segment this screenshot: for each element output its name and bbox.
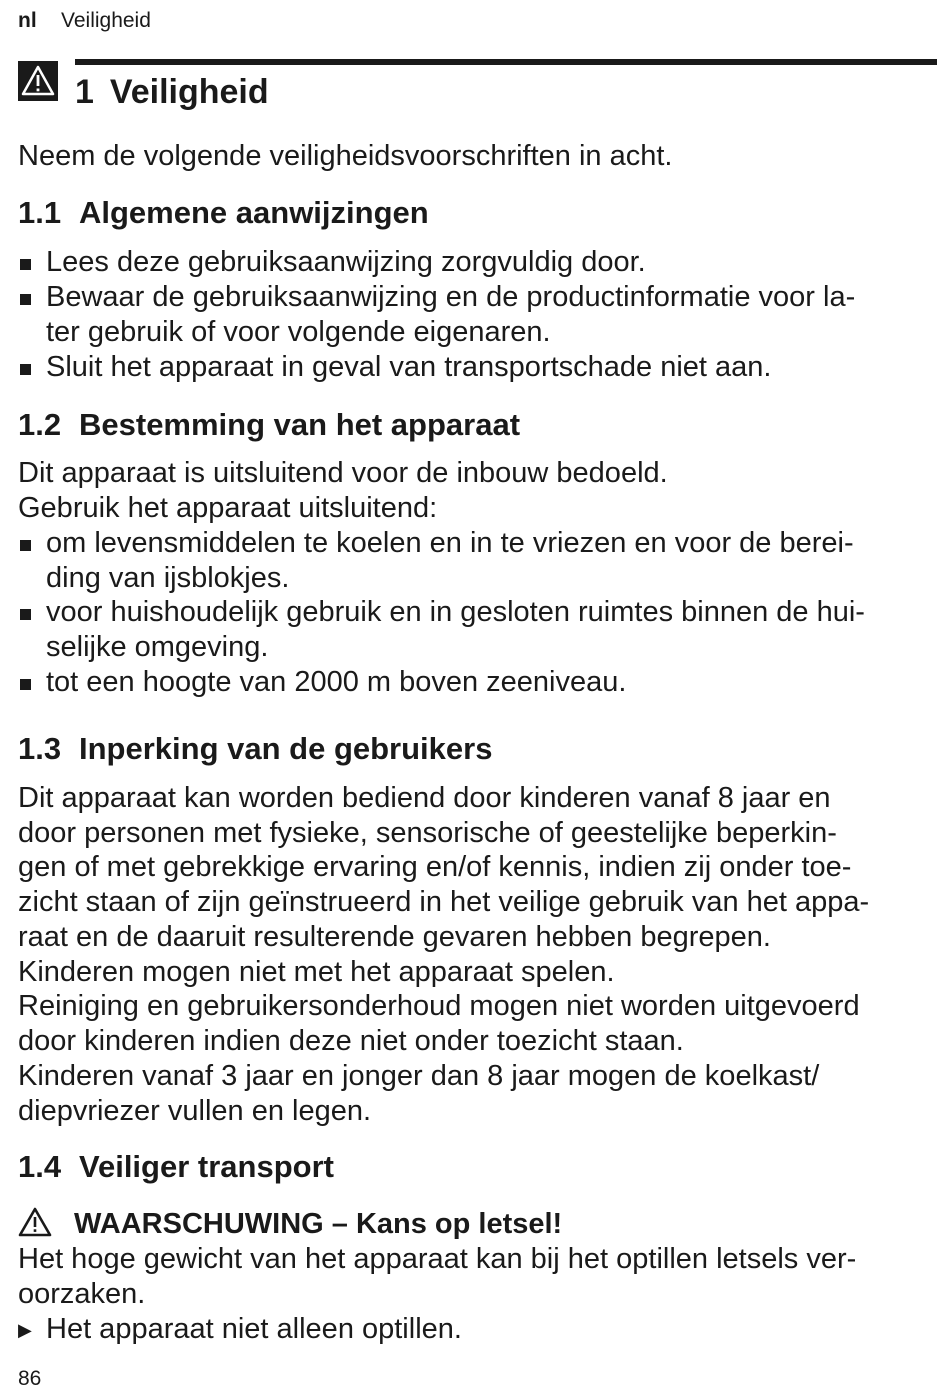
- list-item-text: Bewaar de gebruiksaanwijzing en de productinformatie voor la-: [46, 281, 856, 313]
- body-text: oorzaken.: [18, 1278, 146, 1310]
- list-item-text: voor huishoudelijk gebruik en in gesloten ruimtes binnen de hui-: [46, 596, 865, 628]
- square-bullet-icon: [18, 665, 46, 700]
- square-bullet-icon: [18, 280, 46, 315]
- section-heading-1-2: [18, 406, 520, 444]
- list-item: [18, 350, 938, 385]
- body-text: raat en de daaruit resulterende gevaren hebben begrepen.: [18, 921, 771, 953]
- list-item-text: Sluit het apparaat in geval van transportschade niet aan.: [46, 351, 772, 383]
- list-item-text: tot een hoogte van 2000 m boven zeeniveau.: [46, 666, 627, 698]
- section-number: 1.4: [18, 1149, 62, 1184]
- square-bullet-icon: [18, 595, 46, 630]
- section-title: Veiliger transport: [79, 1149, 334, 1184]
- warning-triangle-icon: [18, 61, 58, 101]
- warning-heading: [18, 1206, 562, 1246]
- body-text: Kinderen vanaf 3 jaar en jonger dan 8 jaar mogen de koelkast/: [18, 1060, 820, 1092]
- chapter-title: [75, 72, 269, 112]
- body-text: zicht staan of zijn geïnstrueerd in het veilige gebruik van het appa-: [18, 886, 870, 918]
- square-bullet-icon: [18, 526, 46, 561]
- body-text: Gebruik het apparaat uitsluitend:: [18, 492, 438, 524]
- chapter-title-text: Veiligheid: [109, 73, 269, 111]
- page-number: 86: [18, 1367, 42, 1390]
- section-heading-1-1: [18, 194, 429, 232]
- warning-triangle-icon: [18, 1206, 74, 1246]
- section-title: Algemene aanwijzingen: [79, 195, 429, 230]
- list-item-text: ding van ijsblokjes.: [46, 562, 290, 594]
- body-text: diepvriezer vullen en legen.: [18, 1095, 372, 1127]
- list-item-text: om levensmiddelen te koelen en in te vriezen en voor de berei-: [46, 527, 854, 559]
- list-item: [18, 595, 938, 665]
- header-language: nl: [18, 9, 37, 32]
- body-text: Dit apparaat is uitsluitend voor de inbouw bedoeld.: [18, 457, 668, 489]
- list-item-text: Lees deze gebruiksaanwijzing zorgvuldig door.: [46, 246, 646, 278]
- square-bullet-icon: [18, 350, 46, 385]
- action-step: [18, 1312, 462, 1349]
- square-bullet-icon: [18, 245, 46, 280]
- intro-text: Neem de volgende veiligheidsvoorschriften in acht.: [18, 140, 673, 172]
- warning-text: WAARSCHUWING – Kans op letsel!: [74, 1208, 563, 1240]
- section-title: Bestemming van het apparaat: [79, 407, 521, 442]
- body-text: door personen met fysieke, sensorische of geestelijke beperkin-: [18, 817, 837, 849]
- list-item: [18, 280, 938, 350]
- list-item-text: ter gebruik of voor volgende eigenaren.: [46, 316, 551, 348]
- body-text: gen of met gebrekkige ervaring en/of kennis, indien zij onder toe-: [18, 851, 852, 883]
- body-text: Het hoge gewicht van het apparaat kan bij het optillen letsels ver-: [18, 1243, 857, 1275]
- list-item: [18, 526, 938, 596]
- list-item: [18, 665, 938, 700]
- header-section: Veiligheid: [61, 9, 151, 32]
- section-number: 1.1: [18, 195, 62, 230]
- section-number: 1.3: [18, 731, 62, 766]
- body-text: Dit apparaat kan worden bediend door kinderen vanaf 8 jaar en: [18, 782, 831, 814]
- section-heading-1-4: [18, 1148, 334, 1186]
- list-item-text: selijke omgeving.: [46, 631, 269, 663]
- list-item: [18, 245, 938, 280]
- body-text: Kinderen mogen niet met het apparaat spelen.: [18, 956, 615, 988]
- body-text: Reiniging en gebruikersonderhoud mogen niet worden uitgevoerd: [18, 990, 860, 1022]
- body-text: door kinderen indien deze niet onder toezicht staan.: [18, 1025, 684, 1057]
- header-rule: [75, 59, 937, 65]
- chapter-number: 1: [75, 73, 94, 111]
- section-heading-1-3: [18, 730, 492, 768]
- section-number: 1.2: [18, 407, 62, 442]
- section-title: Inperking van de gebruikers: [79, 731, 493, 766]
- action-text: Het apparaat niet alleen optillen.: [46, 1313, 462, 1345]
- triangle-arrow-icon: ▶: [18, 1320, 32, 1340]
